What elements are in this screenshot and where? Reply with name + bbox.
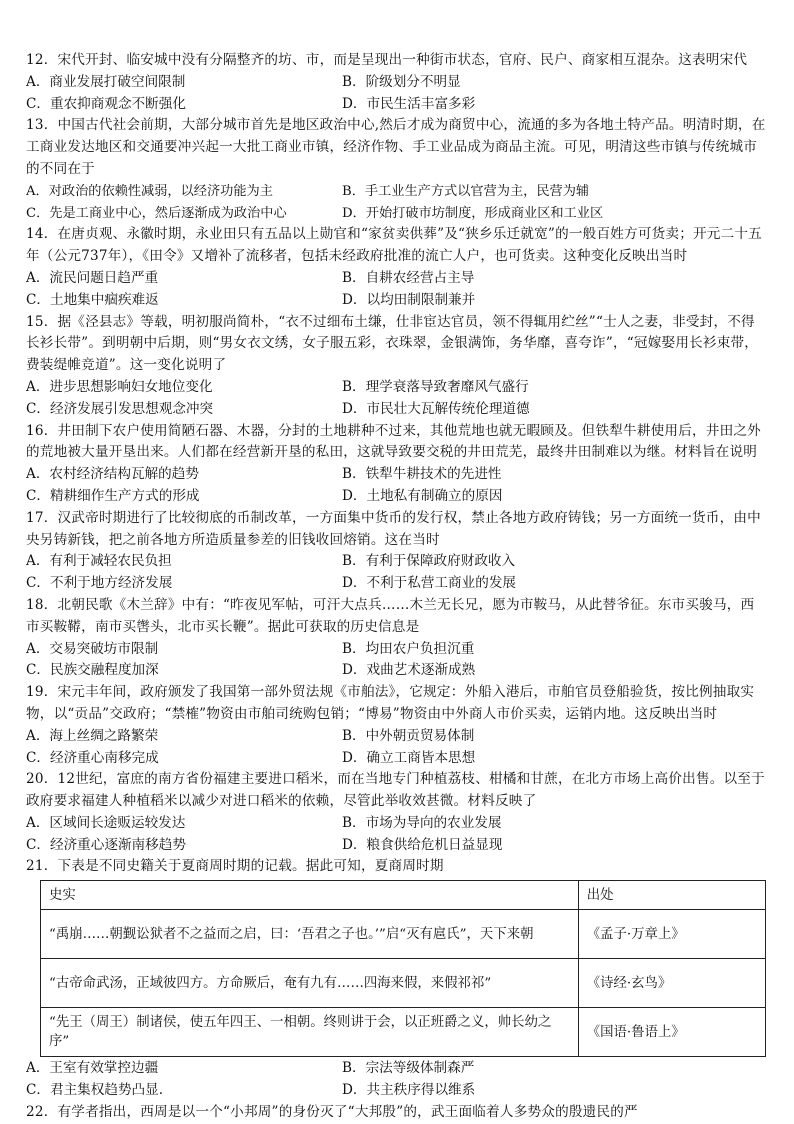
answer-option: D．确立工商皆本思想 (342, 749, 476, 766)
table-row (41, 1008, 766, 1057)
question-stem: 18．北朝民歌《木兰辞》中有：“昨夜见军帖，可汗大点兵……木兰无长兄，愿为市鞍马，从此替爷征。东市买骏马，西市买鞍鞯，南市买辔头，北市买长鞭”。据此可获取的历史信息是 (26, 596, 755, 635)
answer-option: D．市民生活丰富多彩 (342, 95, 476, 112)
table-cell: 《国语·鲁语上》 (578, 1008, 765, 1057)
answer-option: A．区域间长途贩运较发达 (26, 814, 186, 831)
answer-option: C．土地集中痼疾难返 (26, 291, 159, 308)
answer-option: B．宗法等级体制森严 (342, 1060, 475, 1077)
question-stem: 13．中国古代社会前期，大部分城市首先是地区政治中心,然后才成为商贸中心，流通的多为各地土特产品。明清时期，在工商业发达地区和交通要冲兴起一大批工商业市镇，经济作物、手工业品成为商品主流。可见，明清这些市镇与传统城市的不同在于 (26, 117, 766, 177)
answer-option: A．进步思想影响妇女地位变化 (26, 378, 213, 395)
answer-option: D．以均田制限制兼并 (342, 291, 476, 308)
answer-option: B．自耕农经营占主导 (342, 269, 475, 286)
question-stem: 16．井田制下农户使用简陋石器、木器，分封的土地耕种不过来，其他荒地也就无暇顾及。但铁犁牛耕使用后，井田之外的荒地被大量开垦出来。人们都在经营新开垦的私田，这就导致要交税的井田荒芜，最终井田制难以为继。材料旨在说明 (26, 422, 761, 461)
question-block (26, 595, 768, 682)
table-header-cell: 出处 (578, 881, 765, 910)
answer-option: A．王室有效掌控边疆 (26, 1060, 159, 1077)
question-block (26, 421, 768, 508)
table-row (41, 959, 766, 1008)
answer-option: C．经济发展引发思想观念冲突 (26, 400, 214, 417)
answer-option: A．交易突破坊市限制 (26, 640, 159, 657)
exam-page (26, 50, 768, 1124)
question-stem: 22．有学者指出，西周是以一个“小邦周”的身份灭了“大邦殷”的，武王面临着人多势众的殷遗民的严 (26, 1103, 638, 1120)
options-grid (26, 464, 768, 508)
table-cell: 《诗经·玄鸟》 (578, 959, 765, 1008)
answer-option: D．市民壮大瓦解传统伦理道德 (342, 400, 530, 417)
answer-option: B．中外朝贡贸易体制 (342, 727, 475, 744)
options-grid (26, 181, 768, 225)
answer-option: A．商业发展打破空间限制 (26, 73, 186, 90)
answer-option: D．开始打破市坊制度，形成商业区和工业区 (342, 205, 604, 221)
table-header-row (41, 881, 766, 910)
question-block (26, 682, 768, 769)
question-block (26, 769, 768, 856)
answer-option: D．不利于私营工商业的发展 (342, 575, 517, 592)
answer-option: A．流民问题日趋严重 (26, 269, 159, 286)
answer-option: A．海上丝绸之路繁荣 (26, 727, 159, 744)
answer-option: B．手工业生产方式以官营为主，民营为辅 (342, 183, 590, 199)
question-stem: 21．下表是不同史籍关于夏商周时期的记载。据此可知，夏商周时期 (26, 858, 444, 875)
question-block (26, 50, 768, 115)
source-table (40, 880, 766, 1057)
answer-option: A．对政治的依赖性减弱，以经济功能为主 (26, 183, 273, 199)
options-grid (26, 72, 768, 116)
answer-option: A．农村经济结构瓦解的趋势 (26, 466, 199, 483)
options-grid (26, 813, 768, 857)
question-block (26, 1102, 768, 1124)
answer-option: C．经济重心逐渐南移趋势 (26, 836, 186, 853)
question-stem: 19．宋元丰年间，政府颁发了我国第一部外贸法规《市舶法》，它规定：外船入港后，市舶官员登船验货，按比例抽取实物，以“贡品”交政府；“禁榷”物资由市舶司统购包销；“博易”物资由中外商人市价买卖，运销内地。这反映出当时 (26, 684, 755, 722)
options-grid (26, 639, 768, 683)
answer-option: B．有利于保障政府财政收入 (342, 553, 516, 570)
table-row (41, 910, 766, 959)
answer-option: C．先是工商业中心，然后逐渐成为政治中心 (26, 205, 287, 221)
answer-option: B．铁犁牛耕技术的先进性 (342, 466, 502, 483)
table-cell: “禹崩……朝觐讼狱者不之益而之启，曰：‘吾君之子也。’”启“灭有扈氏”，天下来朝 (41, 910, 579, 959)
options-grid (26, 1058, 768, 1102)
answer-option: D．粮食供给危机日益显现 (342, 836, 503, 853)
question-stem: 12．宋代开封、临安城中没有分隔整齐的坊、市，而是呈现出一种街市状态，官府、民户、商家相互混杂。这表明宋代 (26, 52, 748, 68)
answer-option: C．精耕细作生产方式的形成 (26, 487, 200, 504)
answer-option: A．有利于减轻农民负担 (26, 553, 172, 570)
answer-option: C．经济重心南移完成 (26, 749, 159, 766)
answer-option: C．不利于地方经济发展 (26, 575, 173, 592)
answer-option: D．共主秩序得以维系 (342, 1082, 476, 1099)
answer-option: C．民族交融程度加深 (26, 662, 159, 679)
answer-option: B．均田农户负担沉重 (342, 640, 475, 657)
options-grid (26, 268, 768, 312)
table-cell: “古帝命武汤，正域彼四方。方命厥后，奄有九有……四海来假，来假祁祁” (41, 959, 579, 1008)
answer-option: C．重农抑商观念不断强化 (26, 95, 186, 112)
question-stem: 15．据《泾县志》等载，明初服尚简朴，“衣不过细布土缣，仕非宦达官员，领不得辄用纻丝”“士人之妻，非受封，不得长衫长带”。到明朝中后期，则“男女衣文绣，女子服五彩，衣珠翠，金银满饰，务华靡，喜夸诈”，“冠嫁娶用长衫束带，费装缇帷竞道”。这一变化说明了 (26, 313, 759, 374)
answer-option: C．君主集权趋势凸显. (26, 1082, 164, 1099)
table-cell: 《孟子·万章上》 (578, 910, 765, 959)
table-header-cell: 史实 (41, 881, 579, 910)
options-grid (26, 726, 768, 770)
options-grid (26, 551, 768, 595)
answer-option: B．阶级划分不明显 (342, 73, 461, 90)
options-grid (26, 377, 768, 421)
answer-option: B．市场为导向的农业发展 (342, 814, 502, 831)
question-block (26, 224, 768, 311)
question-block (26, 312, 768, 421)
answer-option: D．戏曲艺术逐渐成熟 (342, 662, 476, 679)
answer-option: D．土地私有制确立的原因 (342, 487, 503, 504)
question-block (26, 856, 768, 1101)
table-cell: “先王（周王）制诸侯，使五年四王、一相朝。终则讲于会，以正班爵之义，帅长幼之序” (41, 1008, 579, 1057)
answer-option: B．理学衰落导致奢靡风气盛行 (342, 378, 529, 395)
question-block (26, 115, 768, 224)
question-stem: 14．在唐贞观、永徽时期，永业田只有五品以上勋官和“家贫卖供葬”及“狭乡乐迁就宽”的一般百姓方可货卖；开元二十五年（公元737年），《田令》又增补了流移者，包括未经政府批准的流亡人户，也可货卖。这种变化反映出当时 (26, 226, 762, 265)
question-stem: 17．汉武帝时期进行了比较彻底的币制改革，一方面集中货币的发行权，禁止各地方政府铸钱；另一方面统一货币，由中央另铸新钱，把之前各地方所造质量参差的旧钱收回熔销。这在当时 (26, 509, 761, 548)
question-stem: 20．12世纪，富庶的南方省份福建主要进口稻米，而在当地专门种植荔枝、柑橘和甘蔗，在北方市场上高价出售。以至于政府要求福建人种植稻米以减少对进口稻米的依赖，尽管此举收效甚微。材料反映了 (26, 771, 765, 810)
question-block (26, 508, 768, 595)
